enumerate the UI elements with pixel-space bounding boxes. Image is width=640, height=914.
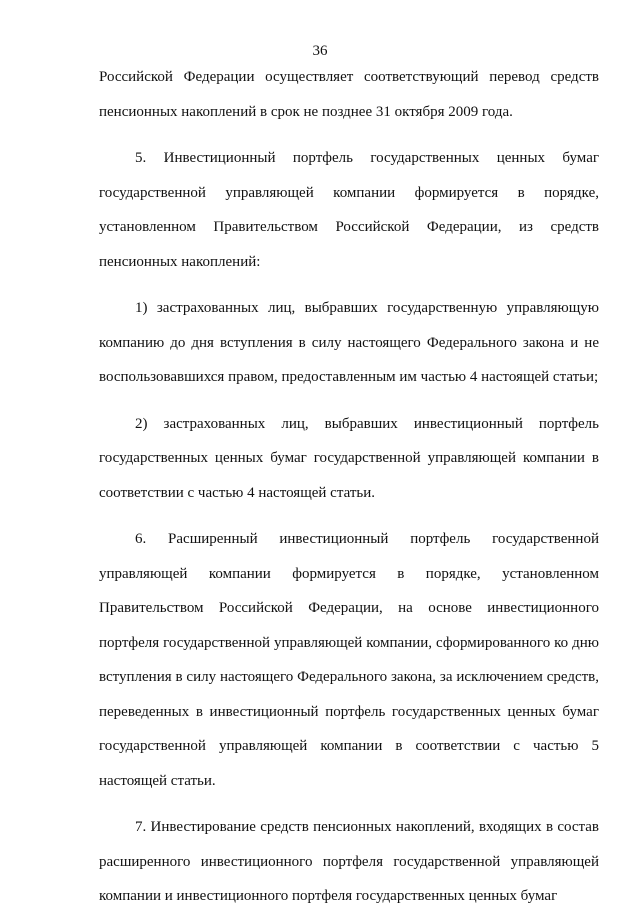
document-body xyxy=(99,60,599,914)
paragraph-subitem-1: 1) застрахованных лиц, выбравших государственную управляющую компанию до дня вступления в силу настоящего Федерального закона и не воспользовавшихся правом, предоставленным им частью 4 настоящей статьи; xyxy=(99,300,599,385)
paragraph-item-6: 6. Расширенный инвестиционный портфель государственной управляющей компании формируется в порядке, установленном Правительством Российской Федерации, на основе инвестиционного портфеля государственной управляющей компании, сформированного ко дню вступления в силу настоящего Федерального закона, за исключением средств, переведенных в инвестиционный портфель государственных ценных бумаг государственной управляющей компании в соответствии с частью 5 настоящей статьи. xyxy=(99,531,599,789)
paragraph-continuation: Российской Федерации осуществляет соответствующий перевод средств пенсионных накоплений в срок не позднее 31 октября 2009 года. xyxy=(99,69,599,120)
paragraph-subitem-2: 2) застрахованных лиц, выбравших инвестиционный портфель государственных ценных бумаг государственной управляющей компании в соответствии с частью 4 настоящей статьи. xyxy=(99,415,599,501)
page-number: 36 xyxy=(312,43,328,59)
paragraph-item-5: 5. Инвестиционный портфель государственных ценных бумаг государственной управляющей компании формируется в порядке, установленном Правительством Российской Федерации, из средств пенсионных накоплений: xyxy=(99,150,599,270)
paragraph-item-7: 7. Инвестирование средств пенсионных накоплений, входящих в состав расширенного инвестиционного портфеля государственной управляющей компании и инвестиционного портфеля государственных ценных бумаг xyxy=(99,819,599,904)
